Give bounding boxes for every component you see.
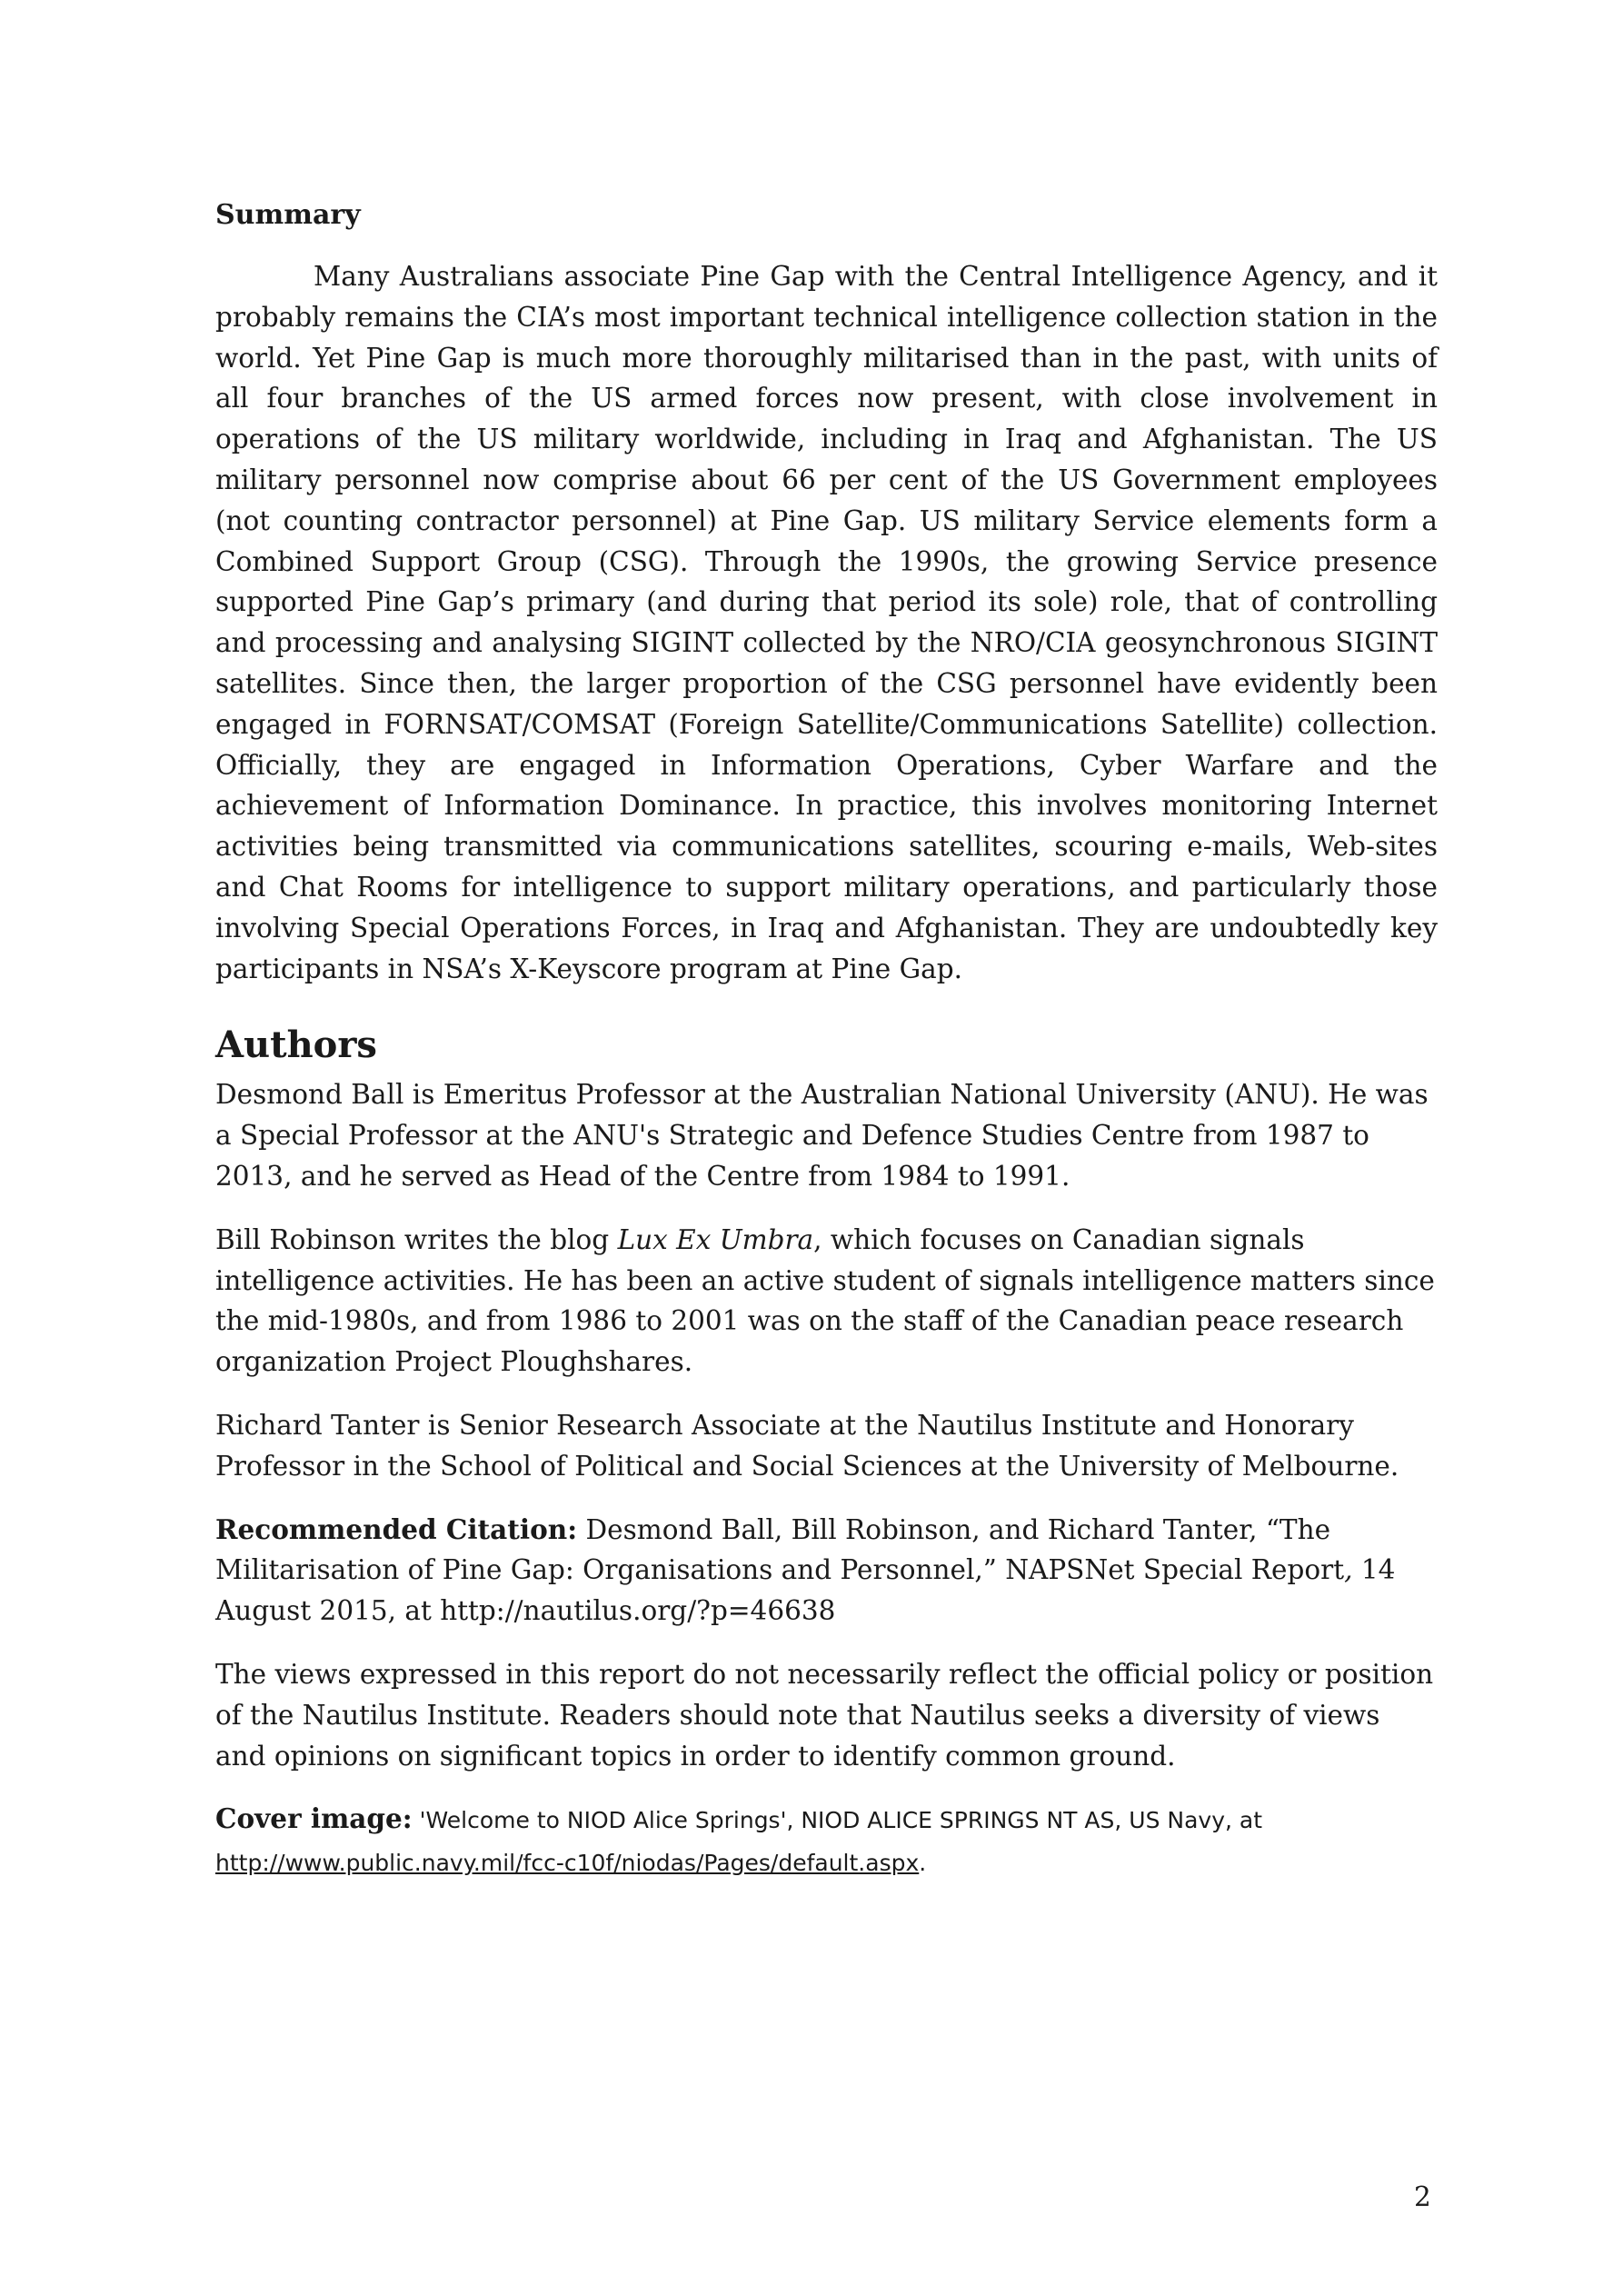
citation-comma: , (1344, 1554, 1353, 1586)
robinson-text-start: Bill Robinson writes the blog (215, 1223, 618, 1255)
author-bio-tanter: Richard Tanter is Senior Research Associate at the Nautilus Institute and Honorary Professor in the School of Political and Social Sciences at the University of Melbourne. (215, 1409, 1399, 1482)
author-bio-ball: Desmond Ball is Emeritus Professor at the Australian National University (ANU). He was a Special Professor at the ANU's Strategic and Defence Studies Centre from 1987 to 2013, and he served as Head of the Centre from 1984 to 1991. (215, 1079, 1429, 1192)
summary-paragraph: Many Australians associate Pine Gap with the Central Intelligence Agency, and it probably remains the CIA’s most important technical intelligence collection station in the world. Yet Pine Gap is much more thoroughly militarised than in the past, with units of all four branches of the US armed forces now present, with close involvement in operations of the US military worldwide, including in Iraq and Afghanistan. The US military personnel now comprise about 66 per cent of the US Government employees (not counting contractor personnel) at Pine Gap. US military Service elements form a Combined Support Group (CSG). Through the 1990s, the growing Service presence supported Pine Gap’s primary (and during that period its sole) role, that of controlling and processing and analysing SIGINT collected by the NRO/CIA geosynchronous SIGINT satellites. Since then, the larger proportion of the CSG personnel have evidently been engaged in FORNSAT/COMSAT (Foreign Satellite/Communications Satellite) collection. Officially, they are engaged in Information Operations, Cyber Warfare and the achievement of Information Dominance. In practice, this involves monitoring Internet activities being transmitted via communications satellites, scouring e-mails, Web-sites and Chat Rooms for intelligence to support military operations, and particularly those involving Special Operations Forces, in Iraq and Afghanistan. They are undoubtedly key participants in NSA’s X-Keyscore program at Pine Gap. (215, 261, 1438, 984)
citation-text: Desmond Ball, Bill Robinson, and Richard Tanter, “The Militarisation of Pine Gap: Organisations and Personnel,” NAPSNet Special Report (215, 1513, 1345, 1586)
robinson-text-end: , which focuses on Canadian signals intelligence activities. He has been an active student of signals intelligence matters since the mid-1980s, and from 1986 to 2001 was on the staff of the Canadian peace research organization Project Ploughshares. (215, 1223, 1435, 1378)
author-bio-robinson (215, 1220, 1438, 1383)
cover-text: 'Welcome to NIOD Alice Springs', NIOD ALICE SPRINGS NT AS, US Navy, at (412, 1807, 1263, 1834)
summary-heading: Summary (215, 199, 361, 231)
citation-date-url: 14 August 2015, at http://nautilus.org/?p=46638 (215, 1554, 1396, 1627)
cover-image-credit (215, 1799, 1438, 1884)
page-content (215, 195, 1438, 1884)
disclaimer-paragraph: The views expressed in this report do not necessarily reflect the official policy or position of the Nautilus Institute. Readers should note that Nautilus seeks a diversity of views and opinions on significant topics in order to identify common ground. (215, 1658, 1434, 1772)
cover-label: Cover image: (215, 1802, 413, 1835)
cover-image-link[interactable]: http://www.public.navy.mil/fcc-c10f/niodas/Pages/default.aspx (215, 1850, 920, 1877)
blog-title: Lux Ex Umbra (617, 1223, 814, 1255)
authors-heading: Authors (215, 1023, 377, 1067)
page-number: 2 (1414, 2181, 1431, 2212)
recommended-citation (215, 1510, 1438, 1632)
citation-label: Recommended Citation: (215, 1512, 578, 1545)
cover-trailing: . (919, 1850, 927, 1877)
